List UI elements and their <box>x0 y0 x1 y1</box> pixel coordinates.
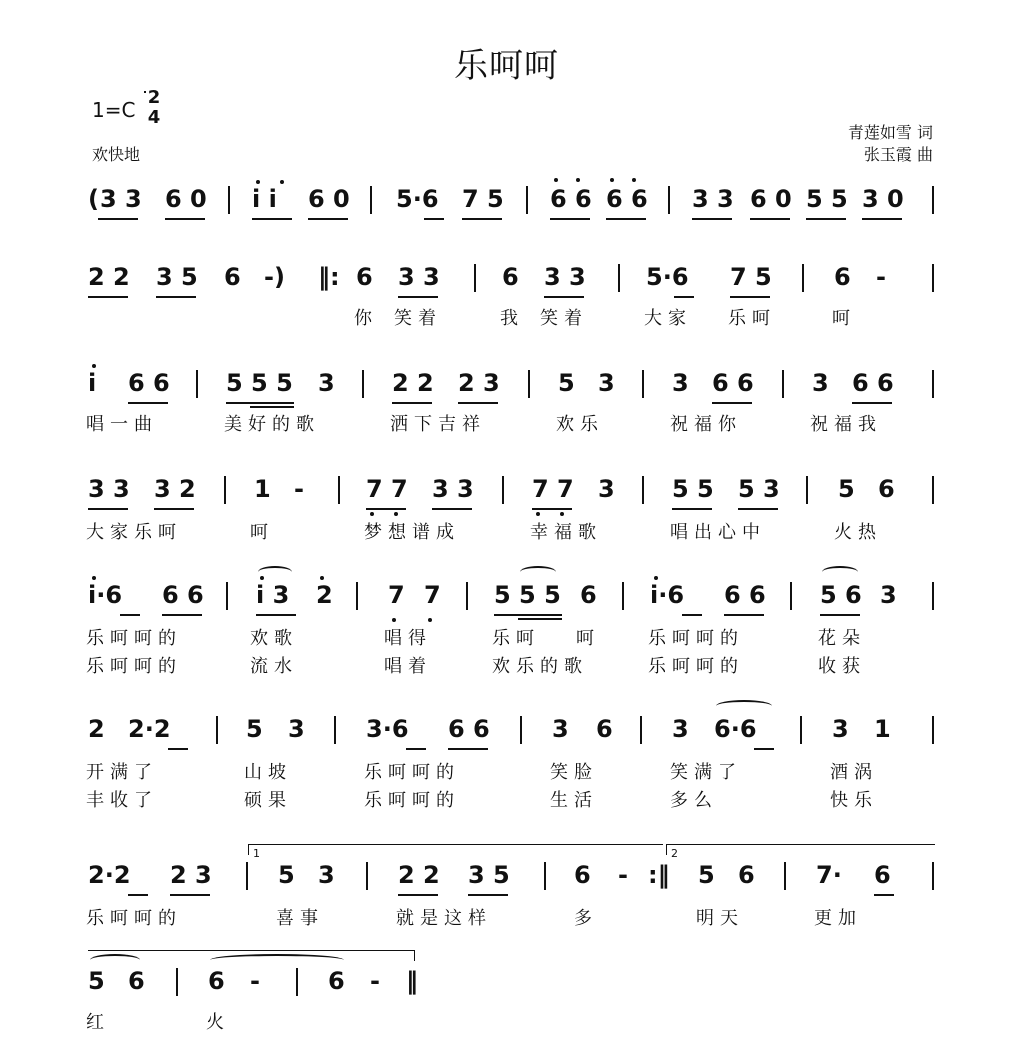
note: 3 <box>552 715 569 743</box>
lyric: 你 <box>354 308 378 329</box>
underline <box>170 894 210 896</box>
underline <box>468 894 508 896</box>
note: 3 <box>598 475 615 503</box>
note: 5 <box>698 861 715 889</box>
note: 3 5 <box>468 861 510 889</box>
barline <box>932 370 934 398</box>
barline <box>246 862 248 890</box>
underline <box>674 296 694 298</box>
lyric: 生活 <box>550 790 598 811</box>
time-signature-line <box>144 91 146 93</box>
barline <box>932 264 934 292</box>
underline <box>398 894 438 896</box>
note: 7 7 <box>532 475 574 503</box>
underline <box>252 218 292 220</box>
underline <box>448 748 488 750</box>
underline <box>226 402 294 404</box>
lyric: 就是这样 <box>396 908 492 929</box>
time-signature <box>144 88 164 128</box>
note: - <box>876 263 886 291</box>
underline <box>98 218 138 220</box>
final-barline: ‖ <box>406 967 418 995</box>
note: 2·2 <box>88 861 131 889</box>
lyric: 唱得 <box>384 628 432 649</box>
barline <box>932 716 934 744</box>
lyric: 乐呵呵的 <box>364 762 460 783</box>
lyric: 明天 <box>696 908 744 929</box>
note: 7 <box>424 581 441 609</box>
barline <box>466 582 468 610</box>
barline <box>226 582 228 610</box>
note: 6 <box>580 581 597 609</box>
lyric: 呵 <box>832 308 856 329</box>
lyric: 唱着 <box>384 656 432 677</box>
note: 5·6 <box>396 185 439 213</box>
lyric: 乐呵呵的 <box>86 628 182 649</box>
note: 1 <box>874 715 891 743</box>
barline <box>502 476 504 504</box>
underline <box>550 218 590 220</box>
underline <box>154 508 194 510</box>
underline <box>606 218 646 220</box>
note: 6 6 <box>606 185 648 213</box>
note: i·6 <box>88 581 123 609</box>
underline <box>432 508 472 510</box>
note: ( <box>88 185 99 213</box>
barline <box>370 186 372 214</box>
notes-line-1 <box>0 184 1013 220</box>
underline <box>862 218 902 220</box>
barline <box>932 862 934 890</box>
barline <box>642 370 644 398</box>
note: 7 5 <box>462 185 504 213</box>
note: 6 <box>224 263 241 291</box>
barline <box>800 716 802 744</box>
lyric: 乐呵 <box>492 628 540 649</box>
note: 6 <box>356 263 373 291</box>
underline <box>250 406 294 408</box>
note: 3 <box>880 581 897 609</box>
tempo-marking: 欢快地 <box>92 145 141 164</box>
note: 3·6 <box>366 715 409 743</box>
underline <box>88 508 128 510</box>
notes-line-4 <box>0 474 1013 510</box>
lyric: 欢乐的歌 <box>492 656 588 677</box>
lyric: 笑满了 <box>670 762 742 783</box>
underline <box>682 614 702 616</box>
lyric: 唱一曲 <box>86 414 158 435</box>
barline <box>362 370 364 398</box>
lyric: 山坡 <box>244 762 292 783</box>
staccato-mark <box>610 178 614 182</box>
tie <box>210 954 344 966</box>
note: 6 <box>128 967 145 995</box>
lyric: 酒涡 <box>830 762 878 783</box>
low-octave-dot <box>536 512 540 516</box>
note: 3 2 <box>154 475 196 503</box>
underline <box>128 894 148 896</box>
low-octave-dot <box>394 512 398 516</box>
note: 5 5 <box>806 185 848 213</box>
octave-dot <box>654 576 658 580</box>
lyric: 乐呵呵的 <box>86 908 182 929</box>
note: 2 2 <box>392 369 434 397</box>
note: 6 <box>574 861 591 889</box>
underline <box>120 614 140 616</box>
underline <box>256 614 296 616</box>
octave-dot <box>256 180 260 184</box>
barline <box>228 186 230 214</box>
note: 6 6 <box>724 581 766 609</box>
slur <box>822 566 858 578</box>
lyric: 喜事 <box>276 908 324 929</box>
repeat-start-sign: ‖: <box>318 263 340 291</box>
underline <box>738 508 778 510</box>
lyric: 乐呵呵的 <box>648 628 744 649</box>
note: 3 5 <box>156 263 198 291</box>
note: 6 <box>596 715 613 743</box>
note: 6 0 <box>165 185 207 213</box>
note: 5 5 5 <box>226 369 293 397</box>
lyric: 祝福我 <box>810 414 882 435</box>
note: 6 6 <box>162 581 204 609</box>
note: 6 0 <box>750 185 792 213</box>
lyricist-credit: 青莲如雪 词 <box>847 123 933 142</box>
note: 3 3 <box>432 475 474 503</box>
underline <box>754 748 774 750</box>
staccato-mark <box>554 178 558 182</box>
underline <box>672 508 712 510</box>
note: 6 <box>878 475 895 503</box>
note: 3 3 <box>398 263 440 291</box>
barline <box>520 716 522 744</box>
low-octave-dot <box>428 618 432 622</box>
note: 7· <box>816 861 842 889</box>
lyric: 呵 <box>576 628 600 649</box>
lyric: 大家 <box>644 308 692 329</box>
slur <box>520 566 556 578</box>
note: 3 <box>832 715 849 743</box>
barline <box>622 582 624 610</box>
slur <box>716 700 772 712</box>
underline <box>458 402 498 404</box>
note: 3 3 <box>88 475 130 503</box>
note: 7 7 <box>366 475 408 503</box>
lyric: 流水 <box>250 656 298 677</box>
note: 6 <box>874 861 891 889</box>
note: 6 <box>208 967 225 995</box>
lyric: 乐呵呵的 <box>86 656 182 677</box>
notes-line-5 <box>0 580 1013 616</box>
note: 5 5 5 <box>494 581 561 609</box>
note: 5 <box>278 861 295 889</box>
note: 2 3 <box>170 861 212 889</box>
barline <box>176 968 178 996</box>
octave-dot <box>92 576 96 580</box>
lyric: 笑脸 <box>550 762 598 783</box>
lyric: 红 <box>86 1012 110 1033</box>
note: 2 2 <box>88 263 130 291</box>
lyric: 呵 <box>250 522 274 543</box>
note: 6 0 <box>308 185 350 213</box>
note: i·6 <box>650 581 685 609</box>
underline <box>88 296 128 298</box>
underline <box>820 614 860 616</box>
low-octave-dot <box>392 618 396 622</box>
barline <box>784 862 786 890</box>
lyric: 唱出心中 <box>670 522 766 543</box>
barline <box>544 862 546 890</box>
note: 6 6 <box>550 185 592 213</box>
underline <box>806 218 846 220</box>
lyric: 火热 <box>834 522 882 543</box>
barline <box>528 370 530 398</box>
note: 6 6 <box>448 715 490 743</box>
lyric: 丰收了 <box>86 790 158 811</box>
lyric: 祝福你 <box>670 414 742 435</box>
note: 6 6 <box>712 369 754 397</box>
note: 5 <box>838 475 855 503</box>
barline <box>334 716 336 744</box>
underline <box>712 402 752 404</box>
note: - <box>370 967 380 995</box>
note: 7 <box>388 581 405 609</box>
underline <box>308 218 348 220</box>
underline <box>162 614 202 616</box>
barline <box>790 582 792 610</box>
underline <box>730 296 770 298</box>
barline <box>526 186 528 214</box>
time-signature-top: 2 <box>147 87 161 108</box>
underline <box>494 614 562 616</box>
note: 3 3 <box>692 185 734 213</box>
lyric: 硕果 <box>244 790 292 811</box>
staccato-mark <box>632 178 636 182</box>
volta-number: 2 <box>671 847 678 860</box>
note: 7 5 <box>730 263 772 291</box>
song-title: 乐呵呵 <box>454 46 559 86</box>
underline <box>406 748 426 750</box>
notes-line-6 <box>0 714 1013 750</box>
note: i 3 <box>256 581 290 609</box>
lyric: 多么 <box>670 790 718 811</box>
lyric: 梦想谱成 <box>364 522 460 543</box>
barline <box>366 862 368 890</box>
barline <box>356 582 358 610</box>
underline <box>724 614 764 616</box>
lyric: 更加 <box>814 908 862 929</box>
note: 2·2 <box>128 715 171 743</box>
barline <box>932 582 934 610</box>
note: 5 3 <box>738 475 780 503</box>
low-octave-dot <box>560 512 564 516</box>
underline <box>156 296 196 298</box>
note: 2 <box>88 715 105 743</box>
barline <box>216 716 218 744</box>
volta-number: 1 <box>253 847 260 860</box>
lyric: 开满了 <box>86 762 158 783</box>
note: 3 <box>288 715 305 743</box>
underline <box>366 508 406 510</box>
staccato-mark <box>576 178 580 182</box>
lyric: 快乐 <box>830 790 878 811</box>
lyric: 大家乐呵 <box>86 522 182 543</box>
underline <box>128 402 168 404</box>
barline <box>782 370 784 398</box>
underline <box>392 402 432 404</box>
notes-line-8 <box>0 966 1013 1002</box>
notes-line-7 <box>0 860 1013 896</box>
note: 6 6 <box>128 369 170 397</box>
underline <box>398 296 438 298</box>
lyric: 我 <box>500 308 524 329</box>
note: i i <box>252 185 277 213</box>
barline <box>932 476 934 504</box>
note: 3 0 <box>862 185 904 213</box>
note: 5 5 <box>672 475 714 503</box>
underline <box>518 618 562 620</box>
slur <box>258 566 292 578</box>
note: 5 6 <box>820 581 862 609</box>
lyric: 火 <box>206 1012 230 1033</box>
note: 3 <box>318 369 335 397</box>
notes-line-3 <box>0 368 1013 404</box>
lyric: 笑着 <box>394 308 442 329</box>
barline <box>642 476 644 504</box>
note: - <box>618 861 628 889</box>
underline <box>544 296 584 298</box>
note: 5·6 <box>646 263 689 291</box>
octave-dot <box>92 364 96 368</box>
note: 2 2 <box>398 861 440 889</box>
lyric: 幸福歌 <box>530 522 602 543</box>
composer-credit: 张玉霞 曲 <box>863 145 933 164</box>
underline <box>852 402 892 404</box>
barline <box>668 186 670 214</box>
lyric: 欢乐 <box>556 414 604 435</box>
time-signature-bottom: 4 <box>147 107 161 128</box>
volta-bracket-2 <box>666 844 935 860</box>
note: 6 <box>834 263 851 291</box>
barline <box>802 264 804 292</box>
note: 2 <box>316 581 333 609</box>
barline <box>224 476 226 504</box>
note: -) <box>264 263 285 291</box>
lyric: 乐呵呵的 <box>364 790 460 811</box>
lyric: 美好的歌 <box>224 414 320 435</box>
note: 3 3 <box>544 263 586 291</box>
slur <box>90 954 140 966</box>
note: 3 <box>672 369 689 397</box>
note: 5 <box>558 369 575 397</box>
note: - <box>294 475 304 503</box>
note: 3 <box>598 369 615 397</box>
note: 6 <box>328 967 345 995</box>
barline <box>474 264 476 292</box>
octave-dot <box>320 576 324 580</box>
note: 3 <box>812 369 829 397</box>
underline <box>532 508 572 510</box>
note: 3 <box>318 861 335 889</box>
underline <box>750 218 790 220</box>
barline <box>640 716 642 744</box>
lyric: 乐呵 <box>728 308 776 329</box>
barline <box>932 186 934 214</box>
lyric: 收获 <box>818 656 866 677</box>
note: 6 <box>502 263 519 291</box>
barline <box>196 370 198 398</box>
underline <box>165 218 205 220</box>
note: 1 <box>254 475 271 503</box>
barline <box>338 476 340 504</box>
note: 2 3 <box>458 369 500 397</box>
note: - <box>250 967 260 995</box>
lyric: 欢歌 <box>250 628 298 649</box>
note: 6·6 <box>714 715 757 743</box>
note: 3 <box>672 715 689 743</box>
underline <box>692 218 732 220</box>
note: 3 3 <box>100 185 142 213</box>
volta-bracket-1 <box>248 844 663 860</box>
notes-line-2 <box>0 262 1013 298</box>
lyric: 乐呵呵的 <box>648 656 744 677</box>
barline <box>806 476 808 504</box>
lyric: 笑着 <box>540 308 588 329</box>
lyric: 洒下吉祥 <box>390 414 486 435</box>
note: 5 <box>88 967 105 995</box>
key-signature: 1=C <box>92 98 136 122</box>
barline <box>296 968 298 996</box>
octave-dot <box>280 180 284 184</box>
lyric: 多 <box>574 908 598 929</box>
underline <box>462 218 502 220</box>
repeat-end-sign: :‖ <box>648 861 670 889</box>
underline <box>168 748 188 750</box>
note: 6 <box>738 861 755 889</box>
underline <box>874 894 894 896</box>
low-octave-dot <box>370 512 374 516</box>
underline <box>424 218 444 220</box>
lyric: 花朵 <box>818 628 866 649</box>
note: 6 6 <box>852 369 894 397</box>
note: i <box>88 369 97 397</box>
barline <box>618 264 620 292</box>
note: 5 <box>246 715 263 743</box>
